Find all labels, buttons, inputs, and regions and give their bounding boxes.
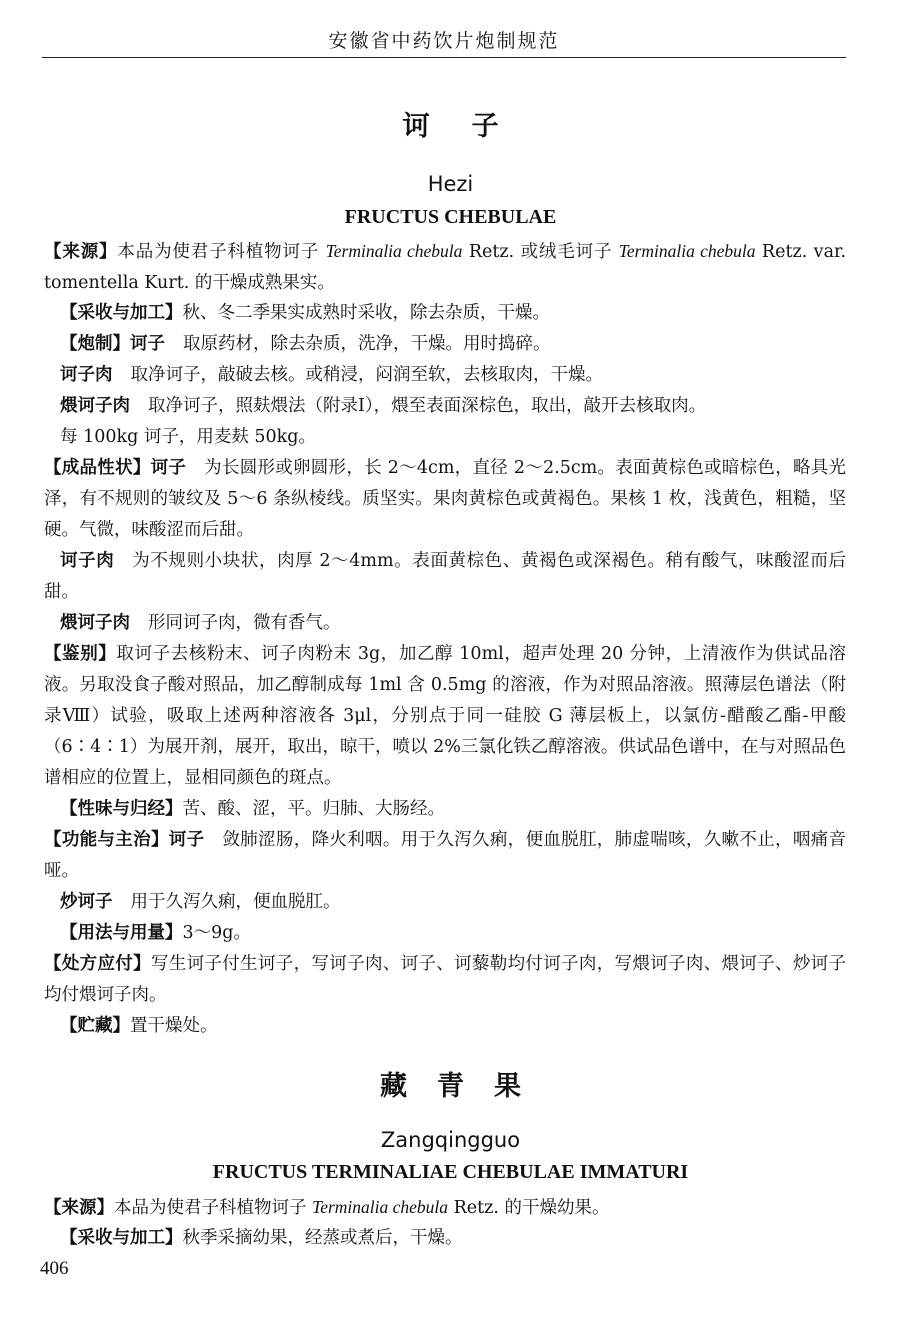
function-paragraph: 【功能与主治】诃子 敛肺涩肠，降火利咽。用于久泻久痢，便血脱肛，肺虚喘咳，久嗽不止，咽痛音哑。 bbox=[44, 830, 847, 881]
running-header bbox=[42, 0, 846, 58]
nature-paragraph: 【性味与归经】苦、酸、涩，平。归肺、大肠经。 bbox=[60, 799, 445, 819]
identification-paragraph: 【鉴别】取诃子去核粉末、诃子肉粉末 3g，加乙醇 10ml，超声处理 20 分钟，上清液作为供试品溶液。另取没食子酸对照品，加乙醇制成每 1ml 含 0.5mg 的溶液，作为对照品溶液。照薄层色谱法（附录Ⅷ）试验，吸取上述两种溶液各 3μl，分别点于同一硅胶 G 薄层板上，以氯仿-醋酸乙酯-甲酸（6∶4∶1）为展开剂，展开，取出，晾干，喷以 2%三氯化铁乙醇溶液。供试品色谱中，在与对照品色谱相应的位置上，显相同颜色的斑点。 bbox=[44, 644, 847, 788]
characters-hezirou: 诃子肉 为不规则小块状，肉厚 2～4mm。表面黄棕色、黄褐色或深褐色。稍有酸气，味酸涩而后甜。 bbox=[44, 551, 846, 602]
page-number: 406 bbox=[40, 1258, 69, 1279]
processing-paragraph: 【炮制】诃子 取原药材，除去杂质，洗净，干燥。用时捣碎。 bbox=[60, 334, 551, 354]
prescription-paragraph: 【处方应付】写生诃子付生诃子，写诃子肉、诃子、诃藜勒均付诃子肉，写煨诃子肉、煨诃子、炒诃子均付煨诃子肉。 bbox=[44, 954, 847, 1005]
processing-hezirou: 诃子肉 取净诃子，敲破去核。或稍浸，闷润至软，去核取肉，干燥。 bbox=[60, 365, 603, 385]
entry-latin-name-2: FRUCTUS TERMINALIAE CHEBULAE IMMATURI bbox=[212, 1161, 689, 1183]
entry-title-2: 藏青果 bbox=[380, 1071, 551, 1102]
storage-paragraph: 【贮藏】置干燥处。 bbox=[60, 1016, 218, 1036]
source-paragraph-2: 【来源】本品为使君子科植物诃子 Terminalia chebula Retz. 的干燥幼果。 bbox=[44, 1197, 610, 1218]
function-chao: 炒诃子 用于久泻久痢，便血脱肛。 bbox=[60, 892, 341, 912]
entry-pinyin: Hezi bbox=[427, 172, 474, 196]
harvest-paragraph: 【采收与加工】秋、冬二季果实成熟时采收，除去杂质，干燥。 bbox=[60, 303, 550, 323]
section-label: 【来源】 bbox=[44, 242, 118, 262]
processing-amount: 每 100kg 诃子，用麦麸 50kg。 bbox=[60, 427, 316, 447]
harvest-paragraph-2: 【采收与加工】秋季采摘幼果，经蒸或煮后，干燥。 bbox=[60, 1228, 463, 1248]
source-paragraph: 【来源】本品为使君子科植物诃子 Terminalia chebula Retz. 或绒毛诃子 Terminalia chebula Retz. var. tomentella Kurt. 的干燥成熟果实。 bbox=[44, 241, 847, 293]
dosage-paragraph: 【用法与用量】3～9g。 bbox=[60, 923, 251, 943]
running-header-title: 安徽省中药饮片炮制规范 bbox=[328, 30, 560, 52]
entry-title: 诃子 bbox=[402, 111, 541, 142]
entry-latin-name: FRUCTUS CHEBULAE bbox=[344, 206, 557, 228]
characters-paragraph: 【成品性状】诃子 为长圆形或卵圆形，长 2～4cm，直径 2～2.5cm。表面黄棕色或暗棕色，略具光泽，有不规则的皱纹及 5～6 条纵棱线。质坚实。果肉黄棕色或黄褐色。果核 1 枚，浅黄色，粗糙，坚硬。气微，味酸涩而后甜。 bbox=[44, 458, 847, 540]
processing-wei: 煨诃子肉 取净诃子，照麸煨法（附录Ⅰ），煨至表面深棕色，取出，敲开去核取肉。 bbox=[60, 396, 707, 416]
entry-pinyin-2: Zangqingguo bbox=[380, 1128, 521, 1152]
characters-wei: 煨诃子肉 形同诃子肉，微有香气。 bbox=[60, 613, 341, 633]
